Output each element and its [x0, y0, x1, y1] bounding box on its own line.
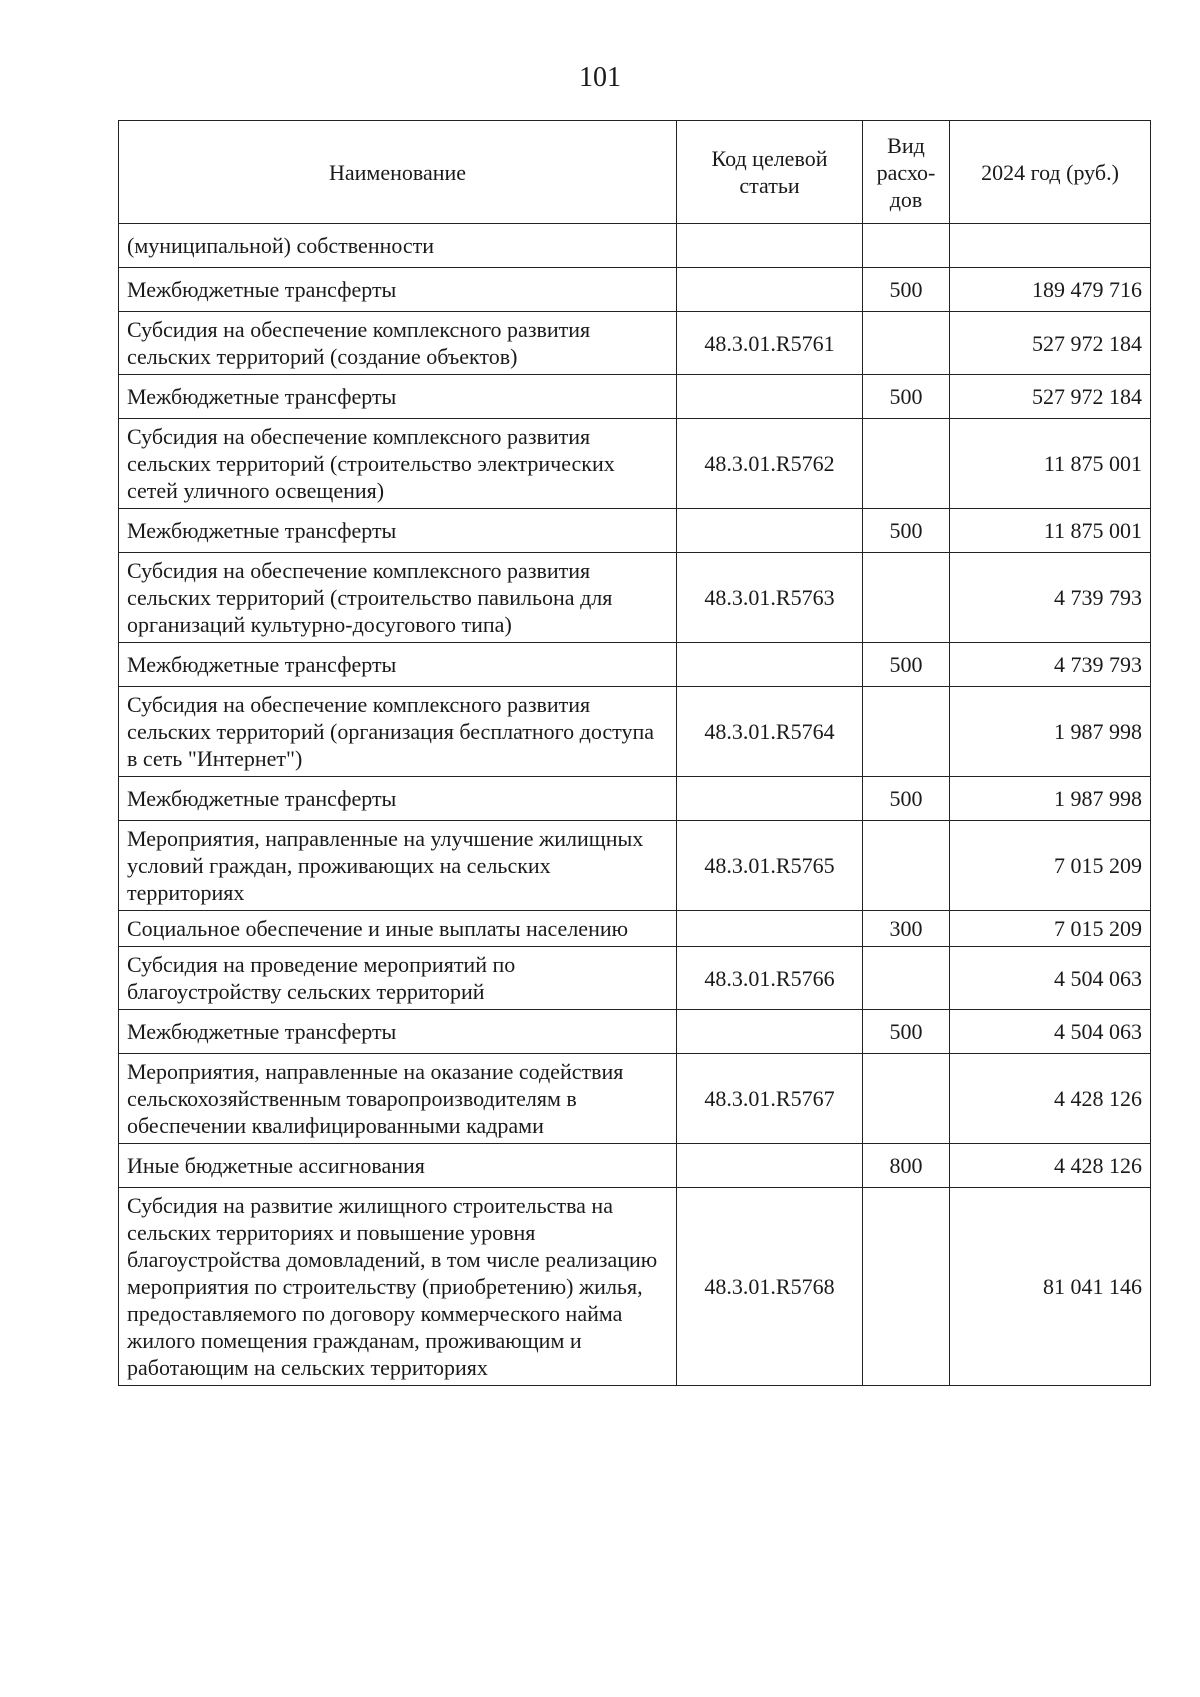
cell-vid [863, 687, 950, 777]
cell-sum: 4 428 126 [950, 1054, 1151, 1144]
cell-name: Мероприятия, направленные на оказание содействия сельскохозяйственным товаропроизводителям в обеспечении квалифицированными кадрами [119, 1054, 677, 1144]
cell-code [677, 1144, 863, 1188]
cell-vid [863, 947, 950, 1010]
cell-code [677, 224, 863, 268]
cell-name: Межбюджетные трансферты [119, 777, 677, 821]
cell-code: 48.3.01.R5765 [677, 821, 863, 911]
cell-code [677, 1010, 863, 1054]
cell-name: Субсидия на развитие жилищного строительства на сельских территориях и повышение уровня благоустройства домовладений, в том числе реализацию мероприятия по строительству (приобретению) жилья, предоставляемого по договору коммерческого найма жилого помещения гражданам, проживающим и работающим на сельских территориях [119, 1188, 677, 1386]
cell-vid: 500 [863, 1010, 950, 1054]
cell-sum: 527 972 184 [950, 312, 1151, 375]
cell-sum: 4 504 063 [950, 1010, 1151, 1054]
cell-code: 48.3.01.R5768 [677, 1188, 863, 1386]
cell-sum: 4 428 126 [950, 1144, 1151, 1188]
cell-name: Межбюджетные трансферты [119, 375, 677, 419]
cell-sum: 7 015 209 [950, 821, 1151, 911]
cell-code: 48.3.01.R5763 [677, 553, 863, 643]
table-row [119, 375, 1151, 419]
header-vid: Вид расхо-дов [863, 121, 950, 224]
cell-code [677, 375, 863, 419]
cell-code [677, 643, 863, 687]
table-row [119, 687, 1151, 777]
cell-name: Иные бюджетные ассигнования [119, 1144, 677, 1188]
table-row [119, 509, 1151, 553]
cell-name: Межбюджетные трансферты [119, 643, 677, 687]
table-row [119, 419, 1151, 509]
cell-name: Межбюджетные трансферты [119, 509, 677, 553]
cell-code [677, 777, 863, 821]
table-row [119, 1010, 1151, 1054]
cell-code: 48.3.01.R5762 [677, 419, 863, 509]
cell-name: Мероприятия, направленные на улучшение жилищных условий граждан, проживающих на сельских территориях [119, 821, 677, 911]
table-row [119, 1054, 1151, 1144]
cell-sum: 4 739 793 [950, 553, 1151, 643]
table-header-row [119, 121, 1151, 224]
table-row [119, 1144, 1151, 1188]
table-row [119, 777, 1151, 821]
cell-name: Межбюджетные трансферты [119, 268, 677, 312]
table-row [119, 553, 1151, 643]
cell-vid [863, 1054, 950, 1144]
cell-sum: 527 972 184 [950, 375, 1151, 419]
cell-vid: 500 [863, 777, 950, 821]
cell-vid [863, 1188, 950, 1386]
cell-sum: 11 875 001 [950, 419, 1151, 509]
cell-name: Субсидия на проведение мероприятий по благоустройству сельских территорий [119, 947, 677, 1010]
cell-vid: 500 [863, 643, 950, 687]
cell-vid [863, 312, 950, 375]
cell-vid: 500 [863, 375, 950, 419]
table-row [119, 312, 1151, 375]
cell-name: (муниципальной) собственности [119, 224, 677, 268]
cell-code: 48.3.01.R5764 [677, 687, 863, 777]
cell-vid: 800 [863, 1144, 950, 1188]
header-code: Код целевой статьи [677, 121, 863, 224]
table-row [119, 947, 1151, 1010]
cell-name: Субсидия на обеспечение комплексного развития сельских территорий (строительство электрических сетей уличного освещения) [119, 419, 677, 509]
cell-vid: 500 [863, 509, 950, 553]
cell-code [677, 268, 863, 312]
table-row [119, 268, 1151, 312]
cell-vid [863, 419, 950, 509]
cell-vid [863, 821, 950, 911]
header-sum: 2024 год (руб.) [950, 121, 1151, 224]
cell-sum [950, 224, 1151, 268]
cell-vid [863, 224, 950, 268]
cell-vid: 300 [863, 911, 950, 947]
cell-sum: 4 739 793 [950, 643, 1151, 687]
table-row [119, 821, 1151, 911]
cell-name: Субсидия на обеспечение комплексного развития сельских территорий (строительство павильона для организаций культурно-досугового типа) [119, 553, 677, 643]
page-number: 101 [579, 62, 621, 93]
cell-sum: 81 041 146 [950, 1188, 1151, 1386]
table-row [119, 911, 1151, 947]
cell-sum: 1 987 998 [950, 687, 1151, 777]
cell-vid: 500 [863, 268, 950, 312]
cell-sum: 7 015 209 [950, 911, 1151, 947]
cell-code [677, 911, 863, 947]
cell-sum: 4 504 063 [950, 947, 1151, 1010]
budget-table [118, 120, 1151, 1386]
cell-name: Социальное обеспечение и иные выплаты населению [119, 911, 677, 947]
cell-vid [863, 553, 950, 643]
cell-name: Субсидия на обеспечение комплексного развития сельских территорий (создание объектов) [119, 312, 677, 375]
cell-sum: 1 987 998 [950, 777, 1151, 821]
table-row [119, 1188, 1151, 1386]
cell-name: Межбюджетные трансферты [119, 1010, 677, 1054]
cell-name: Субсидия на обеспечение комплексного развития сельских территорий (организация бесплатного доступа в сеть "Интернет") [119, 687, 677, 777]
cell-code: 48.3.01.R5767 [677, 1054, 863, 1144]
cell-code [677, 509, 863, 553]
cell-sum: 189 479 716 [950, 268, 1151, 312]
cell-sum: 11 875 001 [950, 509, 1151, 553]
table-row [119, 224, 1151, 268]
cell-code: 48.3.01.R5761 [677, 312, 863, 375]
cell-code: 48.3.01.R5766 [677, 947, 863, 1010]
header-name: Наименование [119, 121, 677, 224]
table-row [119, 643, 1151, 687]
